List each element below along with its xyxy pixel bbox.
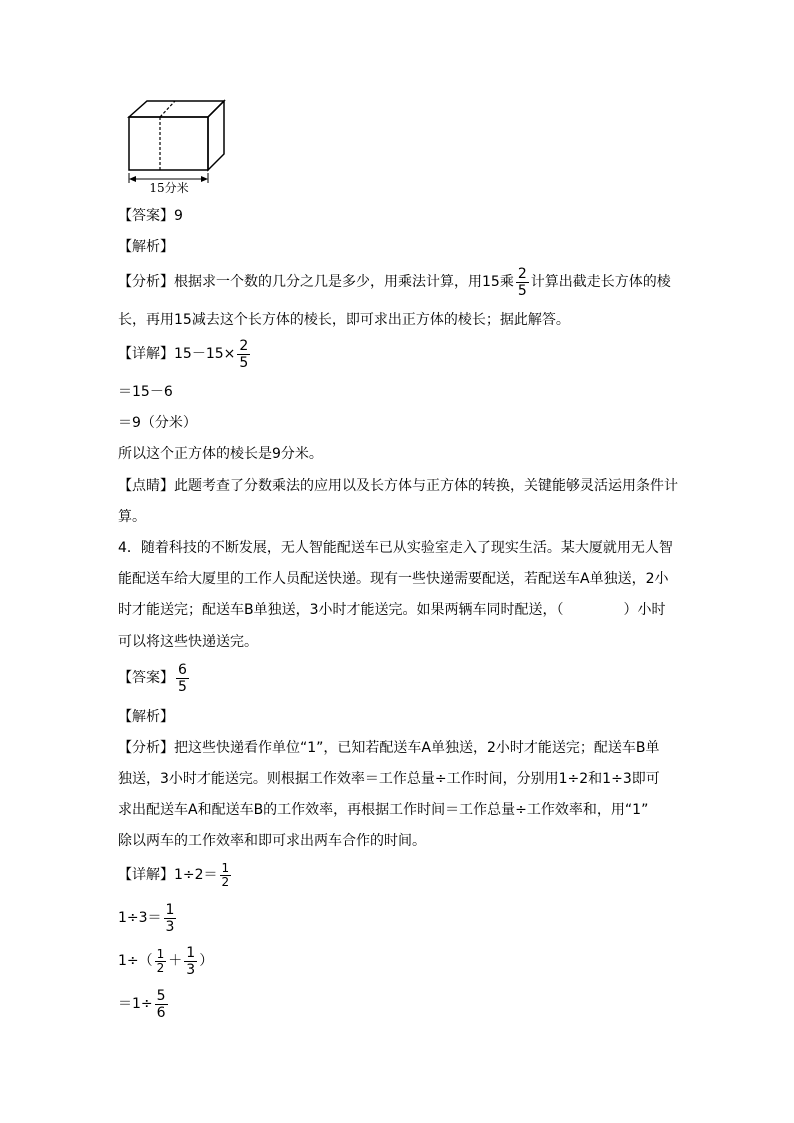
q4-detail-line1: 【详解】1÷2＝ $\frac{1}{2}$ [118, 860, 230, 889]
q3-jiexi-heading: 【解析】 [118, 239, 174, 255]
fraction: $\frac{1}{2}$ [156, 946, 165, 975]
comment-tag: 【点睛】 [118, 478, 174, 494]
detail-tag: 【详解】 [118, 346, 174, 362]
q3-step2: ＝9（分米） [118, 415, 197, 431]
q4-analysis-line1: 【分析】把这些快递看作单位“1”，已知若配送车A单独送，2小时才能送完；配送车B单 [118, 740, 660, 756]
q4-jiexi-heading: 【解析】 [118, 709, 174, 725]
answer-tag: 【答案】 [118, 670, 174, 686]
fraction: $\frac{2}{5}$ [239, 337, 249, 371]
q4-analysis-line3: 求出配送车A和配送车B的工作效率，再根据工作时间＝工作总量÷工作效率和，用“1” [118, 802, 649, 818]
fraction: $\frac{1}{2}$ [221, 860, 230, 889]
fraction: $\frac{5}{6}$ [156, 987, 166, 1021]
analysis-tag: 【分析】 [118, 740, 174, 756]
q4-detail-line3: 1÷（ $\frac{1}{2}$ ＋ $\frac{1}{3}$ ） [118, 944, 214, 978]
answer-value: 9 [174, 208, 183, 224]
fraction: $\frac{2}{5}$ [517, 265, 527, 299]
q4-question-line2: 能配送车给大厦里的工作人员配送快递。现有一些快递需要配送，若配送车A单独送，2小 [118, 571, 669, 587]
question-number: 4． [118, 540, 141, 556]
detail-tag: 【详解】 [118, 867, 174, 883]
q4-question-line1: 4．随着科技的不断发展，无人智能配送车已从实验室走入了现实生活。某大厦就用无人智 [118, 540, 673, 556]
q3-comment-line2: 算。 [118, 509, 146, 525]
q4-analysis-line4: 除以两车的工作效率和即可求出两车合作的时间。 [118, 833, 426, 849]
q4-question-line4: 可以将这些快递送完。 [118, 634, 258, 650]
analysis-tag: 【分析】 [118, 274, 174, 290]
q3-detail-line: 【详解】15－15× $\frac{2}{5}$ [118, 337, 249, 371]
dimension-label: 15分米 [149, 181, 189, 195]
q3-comment-line1: 【点睛】此题考查了分数乘法的应用以及长方体与正方体的转换，关键能够灵活运用条件计 [118, 478, 678, 494]
q3-analysis-line2: 长，再用15减去这个长方体的棱长，即可求出正方体的棱长；据此解答。 [118, 312, 570, 328]
answer-fraction: $\frac{6}{5}$ [178, 661, 187, 695]
q4-detail-line2: 1÷3＝ $\frac{1}{3}$ [118, 901, 175, 935]
q4-analysis-line2: 独送，3小时才能送完。则根据工作效率＝工作总量÷工作时间，分别用1÷2和1÷3即可 [118, 771, 660, 787]
cuboid-figure [118, 95, 238, 195]
q3-analysis-line1: 【分析】根据求一个数的几分之几是多少，用乘法计算，用15乘 $\frac{2}{5}$ 计算出截走长方体的棱 [118, 265, 671, 299]
q4-answer [118, 658, 191, 698]
fraction: $\frac{1}{3}$ [165, 901, 175, 935]
q3-step1: ＝15－6 [118, 384, 173, 400]
q3-answer [118, 206, 183, 226]
q4-detail-line4: ＝1÷ $\frac{5}{6}$ [118, 987, 166, 1021]
fraction: $\frac{1}{3}$ [186, 944, 196, 978]
q3-conclusion: 所以这个正方体的棱长是9分米。 [118, 446, 323, 462]
q4-question-line3: 时才能送完；配送车B单独送，3小时才能送完。如果两辆车同时配送，（ ）小时 [118, 602, 666, 618]
answer-tag: 【答案】 [118, 208, 174, 224]
